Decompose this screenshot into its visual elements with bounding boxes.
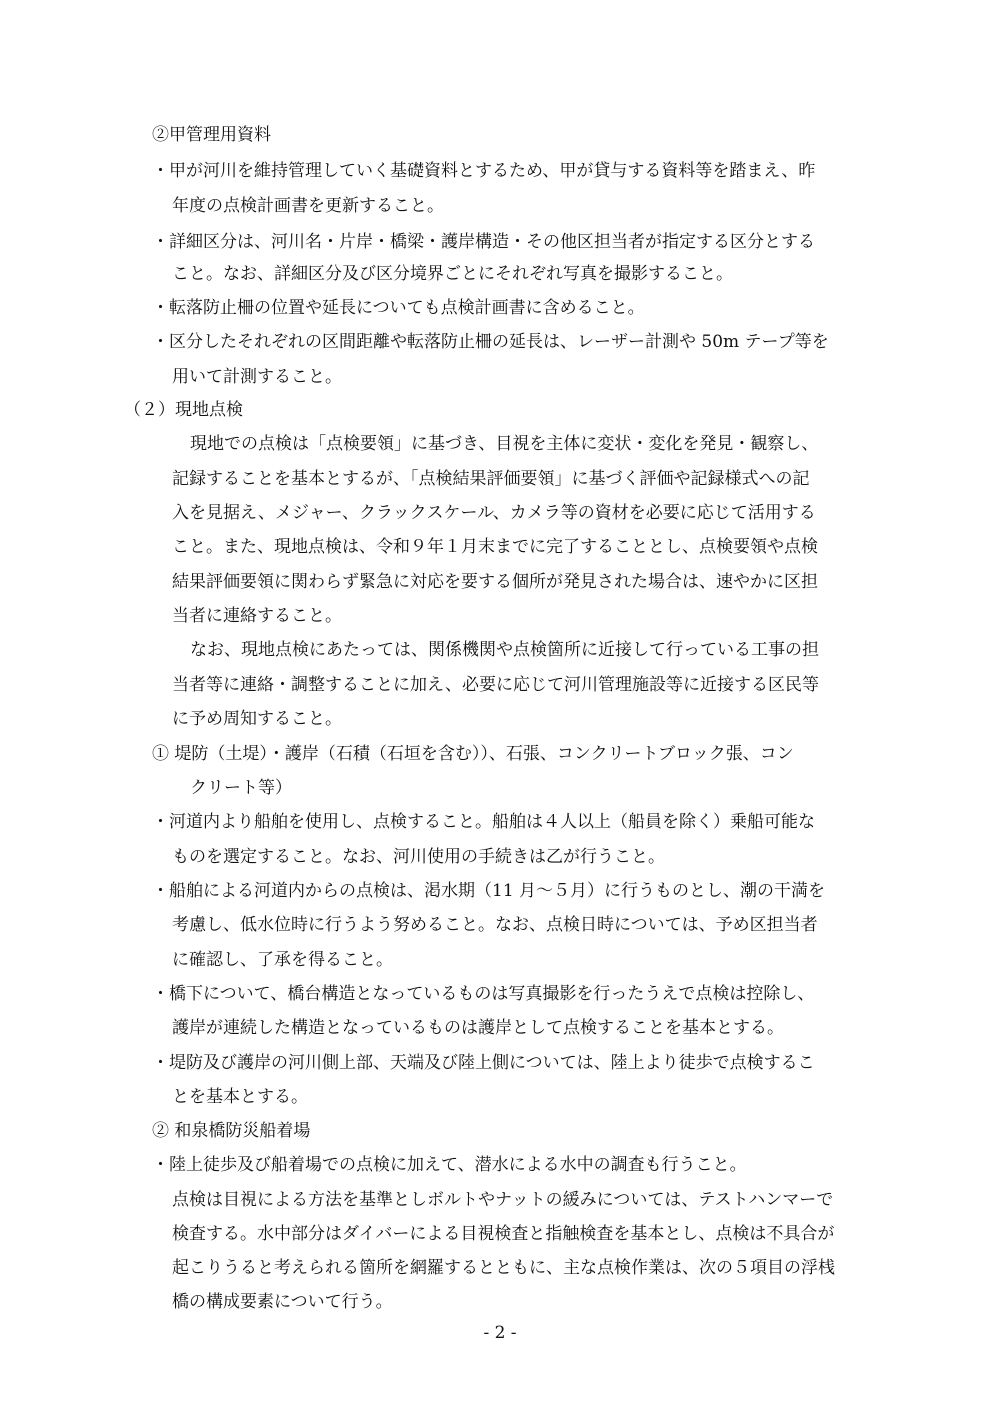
text-line: クリート等）	[190, 778, 292, 798]
text-line: 当者等に連絡・調整することに加え、必要に応じて河川管理施設等に近接する区民等	[172, 675, 820, 695]
text-line: 当者に連絡すること。	[172, 606, 342, 626]
subheading-izumibashi-landing: ② 和泉橋防災船着場	[152, 1121, 311, 1141]
text-line: 考慮し、低水位時に行うよう努めること。なお、点検日時については、予め区担当者	[172, 915, 818, 935]
text-line: ・船舶による河道内からの点検は、渇水期（11 月～５月）に行うものとし、潮の干満を	[152, 881, 826, 901]
text-line: ものを選定すること。なお、河川使用の手続きは乙が行うこと。	[172, 847, 665, 867]
text-line: 検査する。水中部分はダイバーによる目視検査と指触検査を基本とし、点検は不具合が	[172, 1224, 835, 1244]
text-line: こと。なお、詳細区分及び区分境界ごとにそれぞれ写真を撮影すること。	[172, 264, 733, 284]
text-line: に予め周知すること。	[172, 709, 342, 729]
text-line: ・詳細区分は、河川名・片岸・橋梁・護岸構造・その他区担当者が指定する区分とする	[152, 232, 815, 252]
text-line: ・区分したそれぞれの区間距離や転落防止柵の延長は、レーザー計測や 50m テープ等を	[152, 332, 829, 352]
text-line: 記録することを基本とするが、「点検結果評価要領」に基づく評価や記録様式への記	[172, 469, 810, 489]
text-line: ・陸上徒歩及び船着場での点検に加えて、潜水による水中の調査も行うこと。	[152, 1155, 747, 1175]
text-line: 年度の点検計画書を更新すること。	[172, 196, 444, 216]
page-number: - 2 -	[483, 1323, 517, 1343]
text-line: 用いて計測すること。	[172, 367, 342, 387]
text-line: とを基本とする。	[172, 1087, 308, 1107]
text-line: なお、現地点検にあたっては、関係機関や点検箇所に近接して行っている工事の担	[190, 640, 819, 660]
section-heading-field-inspection: （２）現地点検	[124, 400, 243, 420]
text-line: 入を見据え、メジャー、クラックスケール、カメラ等の資材を必要に応じて活用する	[172, 503, 816, 523]
text-line: 点検は目視による方法を基準としボルトやナットの緩みについては、テストハンマーで	[172, 1190, 834, 1210]
text-line: 結果評価要領に関わらず緊急に対応を要する個所が発見された場合は、速やかに区担	[172, 572, 818, 592]
text-line: ・転落防止柵の位置や延長についても点検計画書に含めること。	[152, 298, 645, 318]
text-line: 現地での点検は「点検要領」に基づき、目視を主体に変状・変化を発見・観察し、	[190, 434, 819, 454]
subheading-embankment-revetment: ① 堤防（土堤）・護岸（石積（石垣を含む））、石張、コンクリートブロック張、コン	[152, 744, 794, 764]
text-line: こと。また、現地点検は、令和９年１月末までに完了することとし、点検要領や点検	[172, 537, 818, 557]
text-line: ・橋下について、橋台構造となっているものは写真撮影を行ったうえで点検は控除し、	[152, 984, 815, 1004]
text-line: 護岸が連続した構造となっているものは護岸として点検することを基本とする。	[172, 1018, 784, 1038]
text-line: 起こりうると考えられる箇所を網羅するとともに、主な点検作業は、次の５項目の浮桟	[172, 1258, 835, 1278]
text-line: ・堤防及び護岸の河川側上部、天端及び陸上側については、陸上より徒歩で点検するこ	[152, 1053, 815, 1073]
heading-kou-management-materials: ②甲管理用資料	[152, 125, 271, 145]
text-line: に確認し、了承を得ること。	[172, 950, 393, 970]
text-line: ・河道内より船舶を使用し、点検すること。船舶は４人以上（船員を除く）乗船可能な	[152, 812, 815, 832]
text-line: ・甲が河川を維持管理していく基礎資料とするため、甲が貸与する資料等を踏まえ、昨	[152, 161, 816, 181]
text-line: 橋の構成要素について行う。	[172, 1292, 393, 1312]
